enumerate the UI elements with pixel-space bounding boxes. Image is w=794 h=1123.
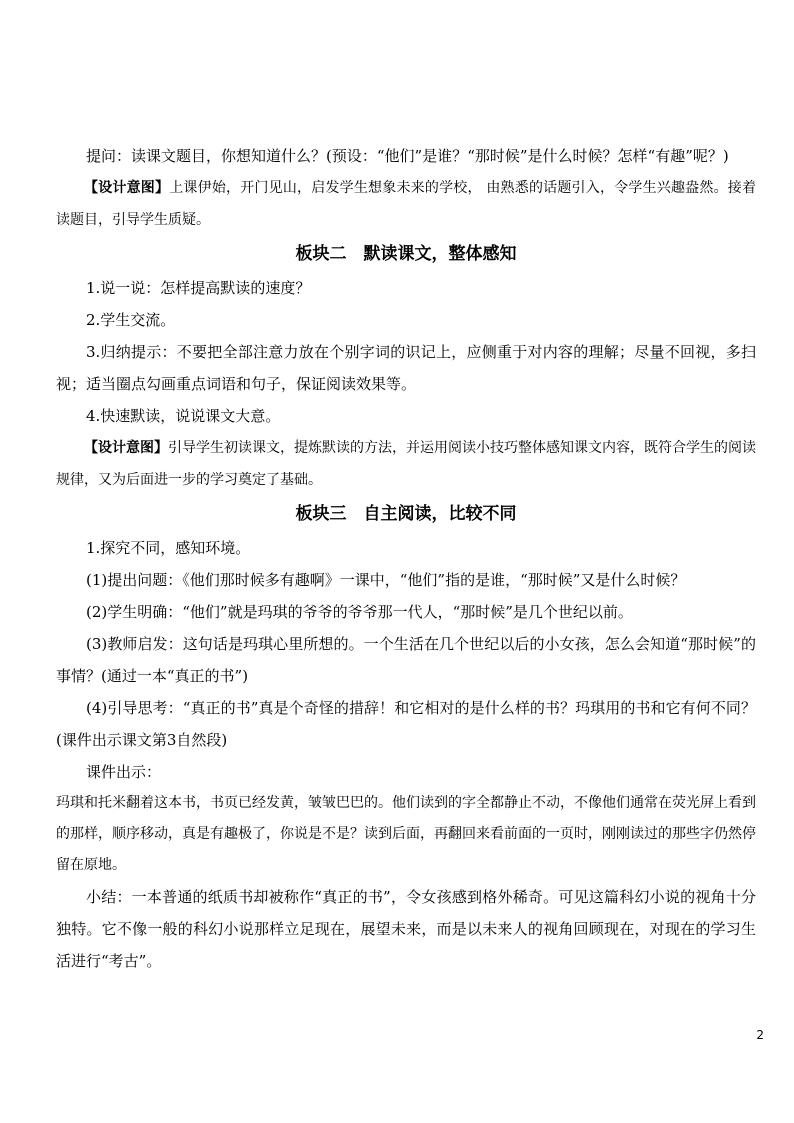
s3-item-2: (1)提出问题：《他们那时候多有趣啊》一课中，“他们”指的是谁，“那时候”又是什么时候？ — [86, 571, 686, 589]
page-number: 2 — [756, 1028, 764, 1042]
s3-item-4: (3)教师启发：这句话是玛琪心里所想的。一个生活在几个世纪以后的小女孩，怎么会知道“那时候”的事情？(通过一本“真正的书”) — [56, 635, 756, 685]
section-heading-2: 板块二 默读课文，整体感知 — [295, 244, 517, 264]
courseware-quote — [56, 788, 756, 881]
s2-item-4: 4.快速默读，说说课文大意。 — [86, 407, 281, 425]
s3-item-1: 1.探究不同，感知环境。 — [86, 539, 251, 557]
s3-item-5: (4)引导思考：“真正的书”真是个奇怪的措辞！和它相对的是什么样的书？玛琪用的书和它有何不同？(课件出示课文第3自然段) — [56, 699, 756, 749]
quote-text: 玛琪和托米翻着这本书，书页已经发黄，皱皱巴巴的。他们读到的字全都静止不动，不像他们通常在荧光屏上看到的那样，顺序移动，真是有趣极了，你说是不是？读到后面，再翻回来看前面的一页时，刚刚读过的那些字仍然停留在原地。 — [56, 795, 756, 873]
s3-item-3: (2)学生明确：“他们”就是玛琪的爷爷的爷爷那一代人，“那时候”是几个世纪以前。 — [86, 603, 633, 621]
design-intent-text: 上课伊始，开门见山，启发学生想象未来的学校， 由熟悉的话题引入，令学生兴趣盎然。接着读题目，引导学生质疑。 — [56, 180, 756, 228]
s3-item-6: 课件出示： — [86, 763, 162, 781]
summary-paragraph: 小结：一本普通的纸质书却被称作“真正的书”，令女孩感到格外稀奇。可见这篇科幻小说的视角十分独特。它不像一般的科幻小说那样立足现在，展望未来，而是以未来人的视角回顾现在，对现在的学习生活进行“考古”。 — [56, 888, 756, 970]
question-paragraph: 提问：读课文题目，你想知道什么？(预设：“他们”是谁？“那时候”是什么时候？怎样“有趣”呢？) — [86, 147, 729, 165]
page-content — [56, 140, 756, 977]
design-intent-1 — [56, 172, 756, 236]
s2-item-1: 1.说一说：怎样提高默读的速度？ — [86, 279, 311, 297]
design-intent-label: 【设计意图】 — [84, 180, 170, 196]
section-heading-3: 板块三 自主阅读，比较不同 — [295, 504, 517, 524]
design-intent-label: 【设计意图】 — [84, 440, 168, 456]
design-intent-2 — [56, 432, 756, 496]
s2-item-2: 2.学生交流。 — [86, 311, 176, 329]
design-intent-text: 引导学生初读课文，提炼默读的方法，并运用阅读小技巧整体感知课文内容，既符合学生的阅读规律，又为后面进一步的学习奠定了基础。 — [56, 440, 756, 488]
s2-item-3: 3.归纳提示：不要把全部注意力放在个别字词的识记上，应侧重于对内容的理解；尽量不回视，多扫视；适当圈点勾画重点词语和句子，保证阅读效果等。 — [56, 343, 756, 393]
